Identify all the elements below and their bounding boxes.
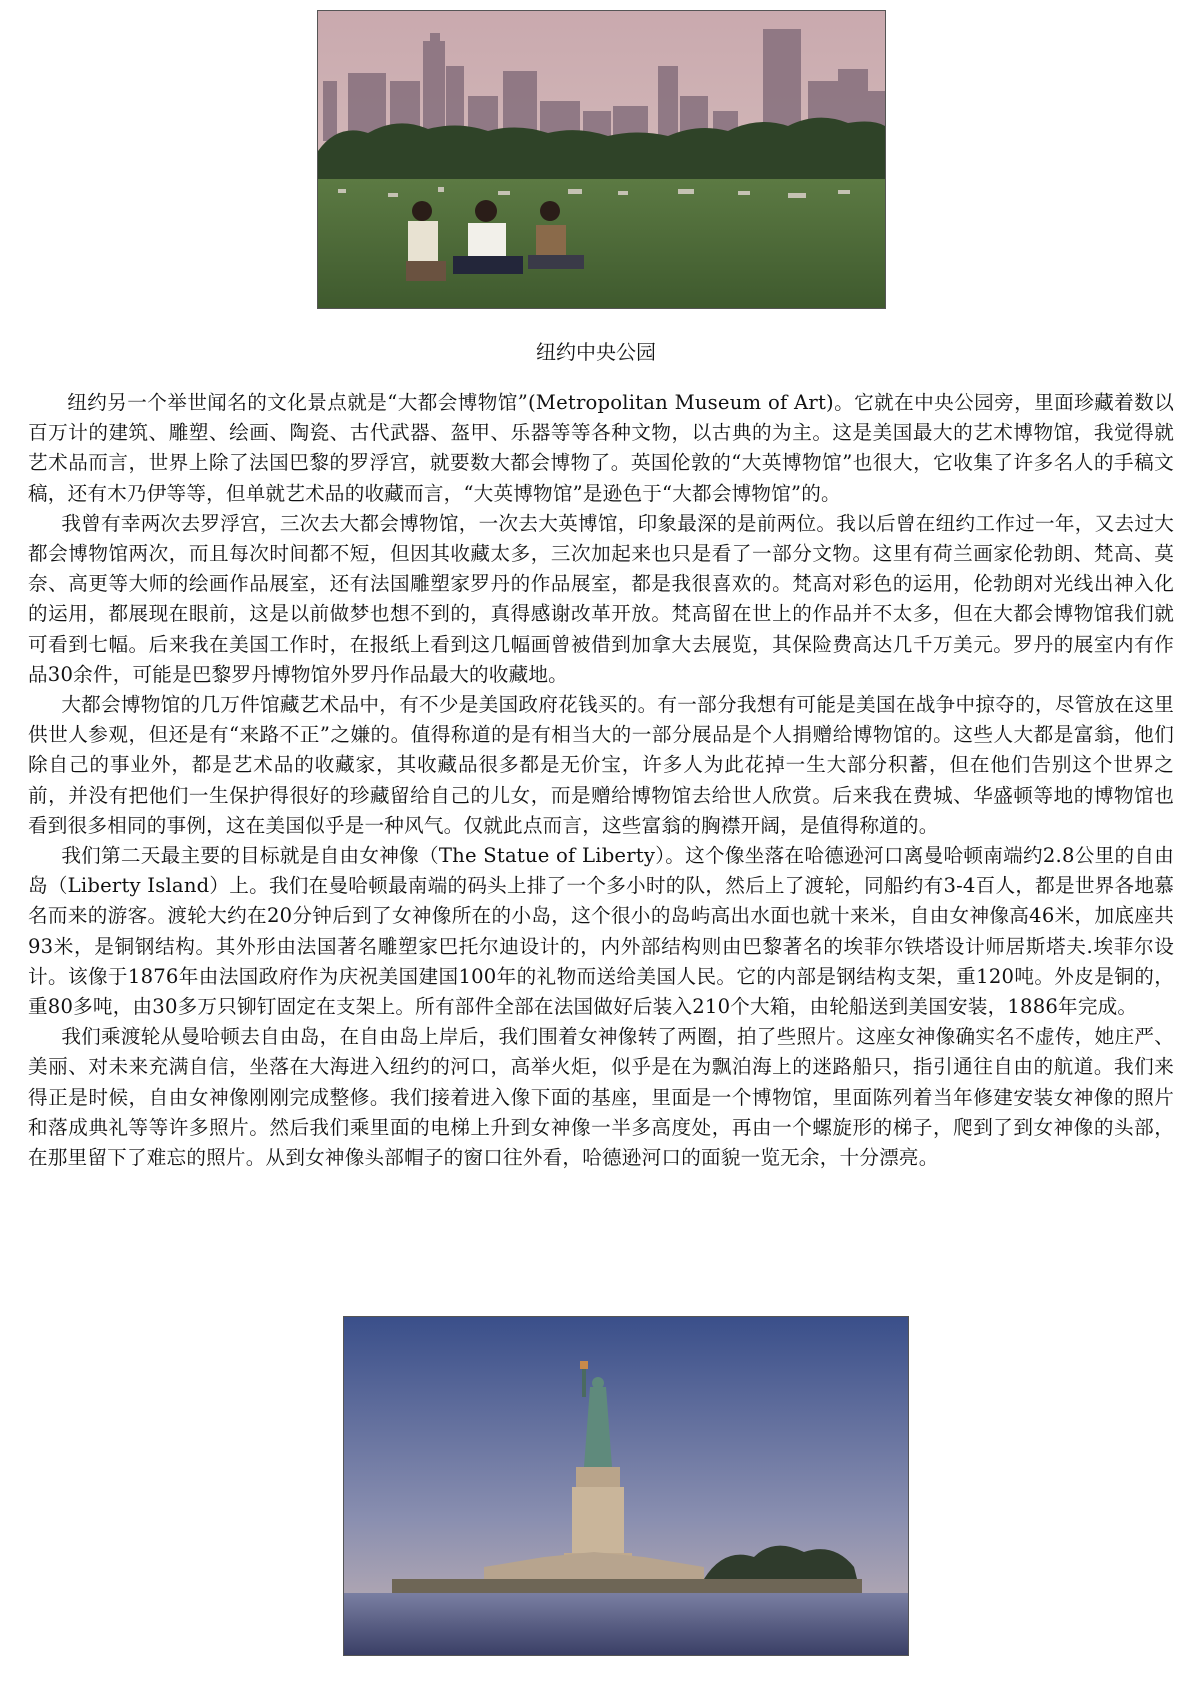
paragraph: 大都会博物馆的几万件馆藏艺术品中，有不少是美国政府花钱买的。有一部分我想有可能是美国在战争中掠夺的，尽管放在这里供世人参观，但还是有“来路不正”之嫌的。值得称道的是有相当大的一部分展品是个人捐赠给博物馆的。这些人大都是富翁，他们除自己的事业外，都是艺术品的收藏家，其收藏品很多都是无价宝，许多人为此花掉一生大部分积蓄，但在他们告别这个世界之前，并没有把他们一生保护得很好的珍藏留给自己的儿女，而是赠给博物馆去给世人欣赏。后来我在费城、华盛顿等地的博物馆也看到很多相同的事例，这在美国似乎是一种风气。仅就此点而言，这些富翁的胸襟开阔，是值得称道的。 — [28, 693, 1174, 837]
paragraph: 我们乘渡轮从曼哈顿去自由岛，在自由岛上岸后，我们围着女神像转了两圈，拍了些照片。这座女神像确实名不虚传，她庄严、美丽、对未来充满自信，坐落在大海进入纽约的河口，高举火炬，似乎是在为飘泊海上的迷路船只，指引通往自由的航道。我们来得正是时候，自由女神像刚刚完成整修。我们接着进入像下面的基座，里面是一个博物馆，里面陈列着当年修建安装女神像的照片和落成典礼等等许多照片。然后我们乘里面的电梯上升到女神像一半多高度处，再由一个螺旋形的梯子，爬到了到女神像的头部，在那里留下了难忘的照片。从到女神像头部帽子的窗口往外看，哈德逊河口的面貌一览无余，十分漂亮。 — [28, 1025, 1174, 1170]
paragraph: 纽约另一个举世闻名的文化景点就是“大都会博物馆”(Metropolitan Museum of Art)。它就在中央公园旁，里面珍藏着数以百万计的建筑、雕塑、绘画、陶瓷、古代武器、盔甲、乐器等等各种文物，以古典的为主。这是美国最大的艺术博物馆，我觉得就艺术品而言，世界上除了法国巴黎的罗浮宫，就要数大都会博物了。英国伦敦的“大英博物馆”也很大，它收集了许多名人的手稿文稿，还有木乃伊等等，但单就艺术品的收藏而言，“大英博物馆”是逊色于“大都会博物馆”的。 — [28, 391, 1174, 505]
article-body — [28, 388, 1174, 1173]
photo-caption: 纽约中央公园 — [536, 340, 656, 364]
paragraph: 我们第二天最主要的目标就是自由女神像（The Statue of Liberty）。这个像坐落在哈德逊河口离曼哈顿南端约2.8公里的自由岛（Liberty Island）上。我们在曼哈顿最南端的码头上排了一个多小时的队，然后上了渡轮，同船约有3-4百人，都是世界各地慕名而来的游客。渡轮大约在20分钟后到了女神像所在的小岛，这个很小的岛屿高出水面也就十来米，自由女神像高46米，加底座共93米，是铜钢结构。其外形由法国著名雕塑家巴托尔迪设计的，内外部结构则由巴黎著名的埃菲尔铁塔设计师居斯塔夫.埃菲尔设计。该像于1876年由法国政府作为庆祝美国建国100年的礼物而送给美国人民。它的内部是钢结构支架，重120吨。外皮是铜的，重80多吨，由30多万只铆钉固定在支架上。所有部件全部在法国做好后装入210个大箱，由轮船送到美国安装，1886年完成。 — [28, 844, 1174, 1019]
paragraph: 我曾有幸两次去罗浮宫，三次去大都会博物馆，一次去大英博馆，印象最深的是前两位。我以后曾在纽约工作过一年，又去过大都会博物馆两次，而且每次时间都不短，但因其收藏太多，三次加起来也只是看了一部分文物。这里有荷兰画家伦勃朗、梵高、莫奈、高更等大师的绘画作品展室，还有法国雕塑家罗丹的作品展室，都是我很喜欢的。梵高对彩色的运用，伦勃朗对光线出神入化的运用，都展现在眼前，这是以前做梦也想不到的，真得感谢改革开放。梵高留在世上的作品并不太多，但在大都会博物馆我们就可看到七幅。后来我在美国工作时，在报纸上看到这几幅画曾被借到加拿大去展览，其保险费高达几千万美元。罗丹的展室内有作品30余件，可能是巴黎罗丹博物馆外罗丹作品最大的收藏地。 — [28, 511, 1174, 686]
statue-of-liberty-photo — [343, 1316, 909, 1656]
central-park-photo — [317, 10, 886, 309]
